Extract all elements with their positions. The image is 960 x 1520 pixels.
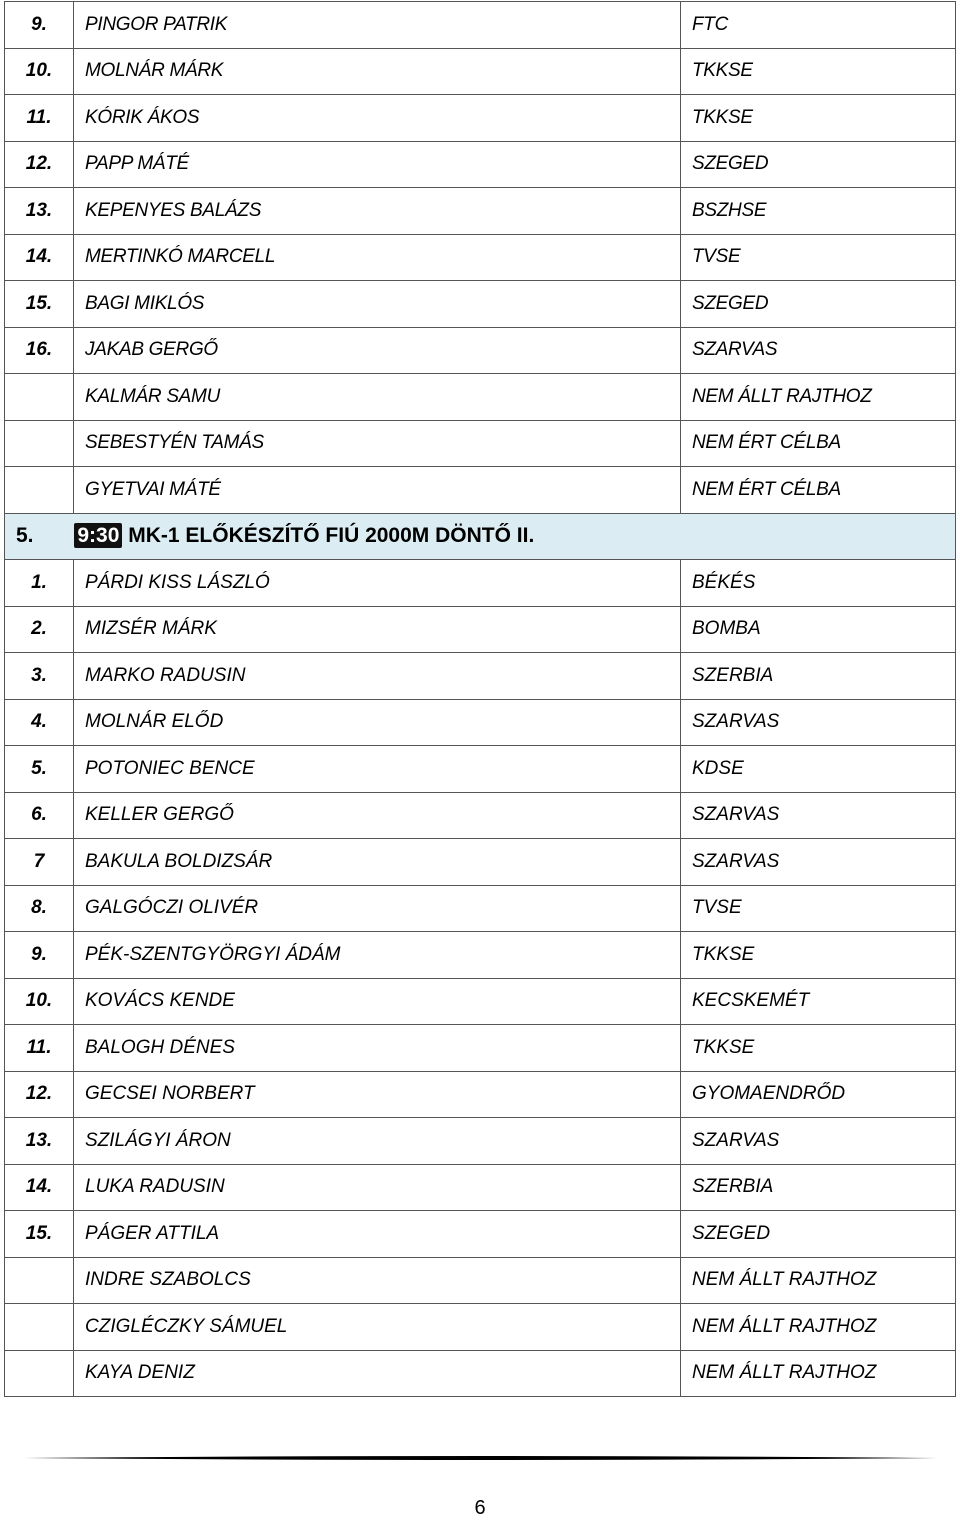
race-number: 5. [16,524,34,548]
place-number: 14. [5,234,74,281]
competitor-name: MIZSÉR MÁRK [74,606,681,653]
club-name: SZEGED [681,1211,956,1258]
footer-divider [24,1455,937,1461]
club-name: TKKSE [681,48,956,95]
table-row [5,1164,956,1211]
competitor-name: BAKULA BOLDIZSÁR [74,839,681,886]
place-number: 12. [5,1071,74,1118]
club-name: SZARVAS [681,699,956,746]
club-name: SZARVAS [681,1118,956,1165]
club-name: NEM ÁLLT RAJTHOZ [681,1350,956,1397]
club-name: SZERBIA [681,1164,956,1211]
place-number: 12. [5,141,74,188]
competitor-name: CZIGLÉCZKY SÁMUEL [74,1304,681,1351]
place-number: 6. [5,792,74,839]
competitor-name: JAKAB GERGŐ [74,327,681,374]
competitor-name: PINGOR PATRIK [74,2,681,49]
place-number: 5. [5,746,74,793]
club-name: TKKSE [681,1025,956,1072]
competitor-name: KALMÁR SAMU [74,374,681,421]
competitor-name: GYETVAI MÁTÉ [74,467,681,514]
place-number: 14. [5,1164,74,1211]
competitor-name: POTONIEC BENCE [74,746,681,793]
club-name: NEM ÁLLT RAJTHOZ [681,1304,956,1351]
table-row [5,746,956,793]
club-name: SZARVAS [681,839,956,886]
competitor-name: GALGÓCZI OLIVÉR [74,885,681,932]
place-number: 10. [5,48,74,95]
competitor-name: PAPP MÁTÉ [74,141,681,188]
table-row [5,327,956,374]
place-number [5,374,74,421]
place-number [5,1304,74,1351]
race-time-badge: 9:30 [74,523,122,548]
club-name: SZEGED [681,141,956,188]
competitor-name: GECSEI NORBERT [74,1071,681,1118]
place-number [5,467,74,514]
place-number: 9. [5,2,74,49]
place-number: 15. [5,1211,74,1258]
table-row [5,653,956,700]
club-name: GYOMAENDRŐD [681,1071,956,1118]
table-row [5,1257,956,1304]
club-name: TKKSE [681,932,956,979]
place-number [5,420,74,467]
table-row [5,978,956,1025]
place-number: 15. [5,281,74,328]
race-header [5,513,956,560]
race-title: MK-1 ELŐKÉSZÍTŐ FIÚ 2000M DÖNTŐ II. [128,524,535,548]
club-name: BÉKÉS [681,560,956,607]
competitor-name: KEPENYES BALÁZS [74,188,681,235]
place-number: 4. [5,699,74,746]
race-header-row [5,513,956,560]
competitor-name: SEBESTYÉN TAMÁS [74,420,681,467]
club-name: TVSE [681,885,956,932]
competitor-name: KELLER GERGŐ [74,792,681,839]
club-name: SZERBIA [681,653,956,700]
table-row [5,932,956,979]
place-number: 13. [5,1118,74,1165]
competitor-name: BAGI MIKLÓS [74,281,681,328]
table-row [5,1211,956,1258]
place-number: 11. [5,1025,74,1072]
table-row [5,234,956,281]
club-name: SZARVAS [681,327,956,374]
place-number: 16. [5,327,74,374]
competitor-name: PÉK-SZENTGYÖRGYI ÁDÁM [74,932,681,979]
place-number [5,1350,74,1397]
competitor-name: PÁGER ATTILA [74,1211,681,1258]
place-number: 8. [5,885,74,932]
table-row [5,141,956,188]
table-row [5,420,956,467]
page-number: 6 [474,1497,486,1519]
table-row [5,95,956,142]
club-name: TVSE [681,234,956,281]
place-number: 7 [5,839,74,886]
competitor-name: MOLNÁR ELŐD [74,699,681,746]
place-number: 10. [5,978,74,1025]
club-name: BSZHSE [681,188,956,235]
club-name: KDSE [681,746,956,793]
competitor-name: INDRE SZABOLCS [74,1257,681,1304]
club-name: SZEGED [681,281,956,328]
table-row [5,1304,956,1351]
competitor-name: KOVÁCS KENDE [74,978,681,1025]
table-row [5,885,956,932]
table-row [5,281,956,328]
place-number: 9. [5,932,74,979]
table-row [5,1071,956,1118]
table-row [5,792,956,839]
table-row [5,1118,956,1165]
competitor-name: KAYA DENIZ [74,1350,681,1397]
table-row [5,188,956,235]
competitor-name: BALOGH DÉNES [74,1025,681,1072]
results-table [4,1,956,1397]
place-number: 2. [5,606,74,653]
competitor-name: PÁRDI KISS LÁSZLÓ [74,560,681,607]
place-number [5,1257,74,1304]
competitor-name: LUKA RADUSIN [74,1164,681,1211]
table-row [5,48,956,95]
club-name: NEM ÁLLT RAJTHOZ [681,374,956,421]
place-number: 13. [5,188,74,235]
competitor-name: KÓRIK ÁKOS [74,95,681,142]
table-row [5,1025,956,1072]
club-name: KECSKEMÉT [681,978,956,1025]
table-row [5,467,956,514]
club-name: TKKSE [681,95,956,142]
table-row [5,2,956,49]
competitor-name: MOLNÁR MÁRK [74,48,681,95]
table-row [5,560,956,607]
competitor-name: MARKO RADUSIN [74,653,681,700]
club-name: SZARVAS [681,792,956,839]
table-row [5,839,956,886]
club-name: BOMBA [681,606,956,653]
table-row [5,606,956,653]
club-name: NEM ÁLLT RAJTHOZ [681,1257,956,1304]
club-name: NEM ÉRT CÉLBA [681,467,956,514]
competitor-name: MERTINKÓ MARCELL [74,234,681,281]
place-number: 11. [5,95,74,142]
table-row [5,699,956,746]
place-number: 1. [5,560,74,607]
club-name: NEM ÉRT CÉLBA [681,420,956,467]
table-row [5,1350,956,1397]
competitor-name: SZILÁGYI ÁRON [74,1118,681,1165]
table-row [5,374,956,421]
place-number: 3. [5,653,74,700]
club-name: FTC [681,2,956,49]
